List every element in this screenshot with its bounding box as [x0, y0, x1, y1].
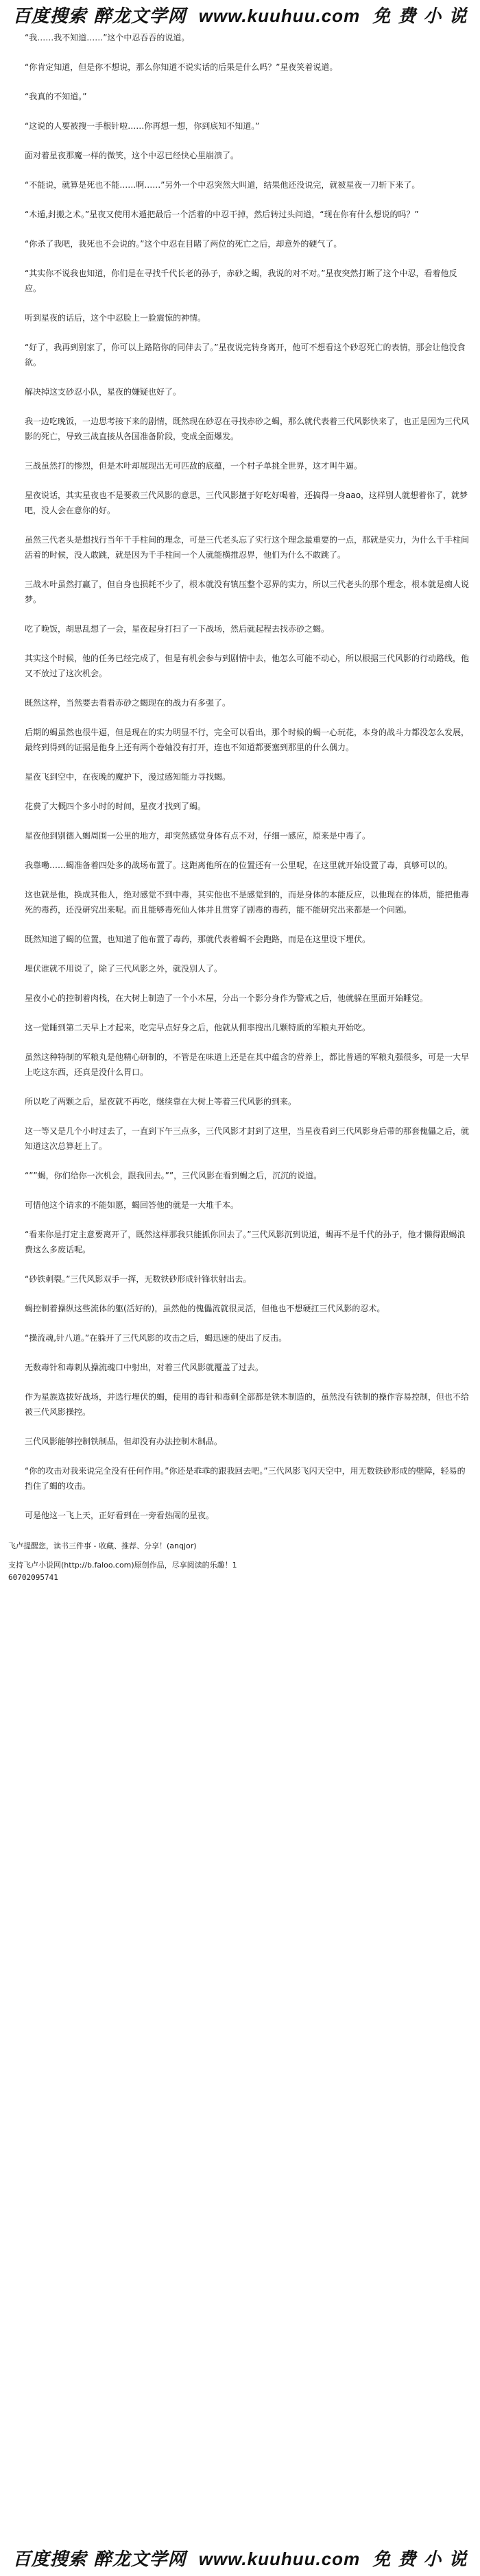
story-paragraph: 面对着星夜那魔一样的微笑，这个中忍已经快心里崩溃了。 — [25, 151, 239, 160]
story-paragraph: 星夜说话，其实星夜也不是要救三代风影的意思，三代风影擅于好吃好喝着，还搞得一身aao，这样别人就想着你了，就梦吧，没人会在意你的好。 — [25, 491, 468, 515]
story-paragraph: 解决掉这支砂忍小队，星夜的嫌疑也好了。 — [25, 387, 182, 397]
story-paragraph: 吃了晚饭，胡思乱想了一会，星夜起身打扫了一下战场，然后就起程去找赤砂之蝎。 — [25, 624, 330, 634]
banner-site-url[interactable]: www.kuuhuu.com — [198, 2549, 361, 2569]
story-paragraph: “我真的不知道。” — [25, 92, 87, 101]
paragraph-spacer — [8, 1494, 472, 1508]
paragraph-spacer — [8, 1109, 472, 1124]
paragraph-spacer — [8, 222, 472, 236]
paragraph-spacer — [8, 370, 472, 384]
paragraph-spacer — [8, 814, 472, 828]
paragraph-spacer — [8, 296, 472, 310]
story-paragraph: “看来你是打定主意要离开了，既然这样那我只能抓你回去了。”三代风影沉到说道，蝎再不是千代的孙子，他才懒得跟蝎浪费这么多废话呢。 — [25, 1230, 466, 1254]
paragraph-spacer — [8, 193, 472, 207]
paragraph-spacer — [8, 1316, 472, 1330]
story-paragraph: “我……我不知道……”这个中忍吞吞的说道。 — [25, 33, 190, 42]
story-paragraph: 其实这个时候，他的任务已经完成了，但是有机会参与到剧情中去，他怎么可能不动心，所以根据三代风影的行动路线，他又不放过了这次机会。 — [25, 654, 470, 678]
paragraph-spacer — [8, 134, 472, 148]
banner-tail: 免 费 小 说 — [372, 6, 468, 27]
story-paragraph: “这说的人要被搜一手根针啦……你再想一想，你到底知不知道。” — [25, 121, 260, 131]
paragraph-spacer — [8, 1213, 472, 1227]
story-paragraph: “你杀了我吧，我死也不会说的。”这个中忍在目睹了两位的死亡之后，却意外的硬气了。 — [25, 239, 342, 249]
paragraph-spacer — [8, 1154, 472, 1168]
footer-spacer — [8, 1552, 472, 1559]
paragraph-spacer — [8, 1035, 472, 1050]
paragraph-spacer — [8, 1523, 472, 1537]
paragraph-spacer — [8, 104, 472, 119]
paragraph-spacer — [8, 1006, 472, 1020]
paragraph-spacer — [8, 1375, 472, 1389]
paragraph-spacer — [8, 325, 472, 340]
story-paragraph: 这一觉睡到第二天早上才起来，吃完早点好身之后，他就从佣率搜出几颗特质的军粮丸开始吃。 — [25, 1023, 371, 1032]
site-banner-top — [0, 0, 480, 32]
story-paragraph: 星夜小心的控制着肉栈，在大树上制造了一个小木屋，分出一个影分身作为警戒之后，他就躲在里面开始睡觉。 — [25, 993, 429, 1003]
story-paragraph: 可惜他这个请求的不能如愿，蝎回答他的就是一大堆千本。 — [25, 1200, 239, 1210]
paragraph-spacer — [8, 947, 472, 961]
story-paragraph: 三战虽然打的惨烈，但是木叶却展现出无可匹敌的底蕴，一个村子单挑全世界，这才叫牛逼。 — [25, 461, 363, 471]
paragraph-spacer — [8, 1420, 472, 1434]
story-paragraph: “其实你不说我也知道，你们是在寻找千代长老的孙子，赤砂之蝎，我说的对不对。”星夜突然打断了这个中忍，看着他反应。 — [25, 269, 457, 293]
paragraph-spacer — [8, 607, 472, 621]
paragraph-spacer — [8, 562, 472, 577]
paragraph-spacer — [8, 1287, 472, 1301]
story-paragraph: 三战木叶虽然打赢了，但自身也损耗不少了，根本就没有镇压整个忍界的实力，所以三代老头的那个理念，根本就是痴人说梦。 — [25, 580, 470, 604]
story-paragraph: “你肯定知道，但是你不想说，那么你知道不说实话的后果是什么吗？”星夜笑着说道。 — [25, 62, 338, 72]
paragraph-spacer — [8, 755, 472, 769]
story-paragraph: 既然这样，当然要去看看赤砂之蝎现在的战力有多强了。 — [25, 698, 231, 708]
paragraph-spacer — [8, 1183, 472, 1198]
site-banner-bottom — [0, 2543, 480, 2575]
paragraph-spacer — [8, 917, 472, 932]
paragraph-spacer — [8, 681, 472, 695]
paragraph-spacer — [8, 976, 472, 991]
paragraph-spacer — [8, 843, 472, 858]
story-paragraph: 三代风影能够控制铁制品，但却没有办法控制木制品。 — [25, 1437, 223, 1446]
paragraph-spacer — [8, 1080, 472, 1094]
story-paragraph: 虽然三代老头是想找行当年千手柱间的理念，可是三代老头忘了实行这个理念最重要的一点，那就是实力，为什么千手柱间活着的时候，没人敢跳，就是因为千手柱间一个人就能横推忍界，他们为什么不敢跳了。 — [25, 535, 470, 560]
story-paragraph: “””蝎，你们给你一次机会，跟我回去。””，三代风影在看到蝎之后，沉沉的说道。 — [25, 1171, 322, 1180]
banner-brand: 百度搜索 醉龙文学网 — [12, 6, 187, 27]
story-paragraph: “砂铁刺裂。”三代风影双手一挥，无数铁砂形成针锋状射出去。 — [25, 1274, 252, 1284]
paragraph-spacer — [8, 1449, 472, 1463]
paragraph-spacer — [8, 399, 472, 414]
banner-site-url[interactable]: www.kuuhuu.com — [198, 5, 361, 26]
story-paragraph: 蝎控制着操纵这些流体的躯(活好的)，虽然他的傀儡流就很灵活，但他也不想硬扛三代风影的忍术。 — [25, 1304, 385, 1313]
paragraph-spacer — [8, 163, 472, 177]
paragraph-spacer — [8, 251, 472, 266]
story-paragraph: 我一边吃晚饭，一边思考接下来的剧情，既然现在砂忍在寻找赤砂之蝎，那么就代表着三代风影快来了，也正是因为三代风影的死亡，导致三战直接从各国准备阶段，变成全面爆发。 — [25, 417, 470, 441]
paragraph-spacer — [8, 75, 472, 89]
paragraph-spacer — [8, 444, 472, 458]
paragraph-spacer — [8, 710, 472, 725]
chapter-content — [8, 30, 472, 1584]
story-paragraph: 所以吃了两颗之后，星夜就不再吃，继续靠在大树上等着三代风影的到来。 — [25, 1097, 297, 1106]
paragraph-spacer — [8, 636, 472, 651]
story-paragraph: “操流魂,针八道。”在躲开了三代风影的攻击之后，蝎迅速的使出了反击。 — [25, 1333, 287, 1343]
story-paragraph: 既然知道了蝎的位置，也知道了他布置了毒药，那就代表着蝎不会跑路，而是在这里设下埋伏。 — [25, 934, 371, 944]
paragraph-spacer — [8, 1346, 472, 1360]
story-paragraph: “好了，我再到别家了，你可以上路陪你的同伴去了。”星夜说完转身离开，他可不想看这个砂忍死亡的表情，那会让他没食欲。 — [25, 343, 466, 367]
story-paragraph: 虽然这种特制的军粮丸是他精心研制的，不管是在味道上还是在其中蕴含的营养上，都比普通的军粮丸强很多，可是一大早上吃这东西，还真是没什么胃口。 — [25, 1052, 470, 1077]
story-paragraph: 无数毒针和毒刺从操流魂口中射出，对着三代风影就覆盖了过去。 — [25, 1363, 264, 1372]
story-paragraph: 星夜他到别德入蝎周围一公里的地方，却突然感觉身体有点不对，仔细一感应，原来是中毒了。 — [25, 831, 371, 841]
paragraph-spacer — [8, 1257, 472, 1272]
story-paragraph: 埋伏谁就不用说了，除了三代风影之外，就没别人了。 — [25, 964, 223, 974]
paragraph-spacer — [8, 784, 472, 799]
paragraph-spacer — [8, 45, 472, 60]
story-paragraph: 花费了大概四个多小时的时间，星夜才找到了蝎。 — [25, 802, 206, 811]
paragraph-spacer — [8, 873, 472, 887]
footer-id: 60702095741 — [8, 1573, 58, 1582]
chapter-footer — [8, 1540, 472, 1584]
story-paragraph: 这一等又是几个小时过去了，一直到下午三点多，三代风影才封到了这里，当星夜看到三代风影身后带的那套傀儡之后，就知道这次总算赶上了。 — [25, 1126, 470, 1151]
story-paragraph: “你的攻击对我来说完全没有任何作用。”你还是乖乖的跟我回去吧。”三代风影飞闪天空中，用无数铁砂形成的壁障，轻易的挡住了蝎的攻击。 — [25, 1466, 466, 1491]
story-paragraph: 听到星夜的话后，这个中忍脸上一脸震惊的神情。 — [25, 313, 206, 323]
story-paragraph: 可是他这一飞上天，正好看到在一旁看热闹的星夜。 — [25, 1511, 215, 1520]
paragraph-spacer — [8, 518, 472, 532]
story-paragraph: 作为星族选拔好战场，并选行埋伏的蝎，使用的毒针和毒刺全部都是铁木制造的，虽然没有铁制的操作容易控制，但也不给被三代风影操控。 — [25, 1392, 470, 1417]
banner-brand: 百度搜索 醉龙文学网 — [12, 2549, 187, 2570]
footer-support-link[interactable]: 支持飞卢小说网(http://b.faloo.com)原创作品，尽享阅读的乐趣！1 — [8, 1561, 237, 1570]
paragraph-spacer — [8, 473, 472, 488]
story-paragraph: “不能说，就算是死也不能……啊……”另外一个中忍突然大叫道，结果他还没说完，就被星夜一刀斩下来了。 — [25, 180, 420, 190]
footer-reminder: 飞卢提醒您，读书三件事 - 收藏、推荐、分享！(anqjor) — [8, 1541, 197, 1550]
story-paragraph: 我靠嘞……蝎准备着四处多的战场布置了。这距离他所在的位置还有一公里呢，在这里就开始设置了毒，真够可以的。 — [25, 860, 453, 870]
banner-tail: 免 费 小 说 — [372, 2549, 468, 2570]
story-paragraph: 星夜飞到空中，在夜晚的魔护下，漫过感知能力寻找蝎。 — [25, 772, 231, 782]
story-paragraph: “木遁,封搬之术。”星夜又使用木遁把最后一个活着的中忍干掉，然后转过头问道，“现在你有什么想说的吗？” — [25, 210, 419, 219]
story-paragraph: 这也就是他，换成其他人，绝对感觉不到中毒，其实他也不是感觉到的，而是身体的本能反应，以他现在的体质，能把他毒死的毒药，还没研究出来呢。而且能够毒死仙人体并且贯穿了剧毒的毒药，能不能研究出来都是一个问题。 — [25, 890, 470, 915]
story-paragraph: 后期的蝎虽然也很牛逼，但是现在的实力明显不行，完全可以看出，那个时候的蝎一心玩花，本身的战斗力都没怎么发展，最终到得到的证据是他身上还有两个卷轴没有打开，连也不知道都要塞到那里的什么偶力。 — [25, 728, 470, 752]
